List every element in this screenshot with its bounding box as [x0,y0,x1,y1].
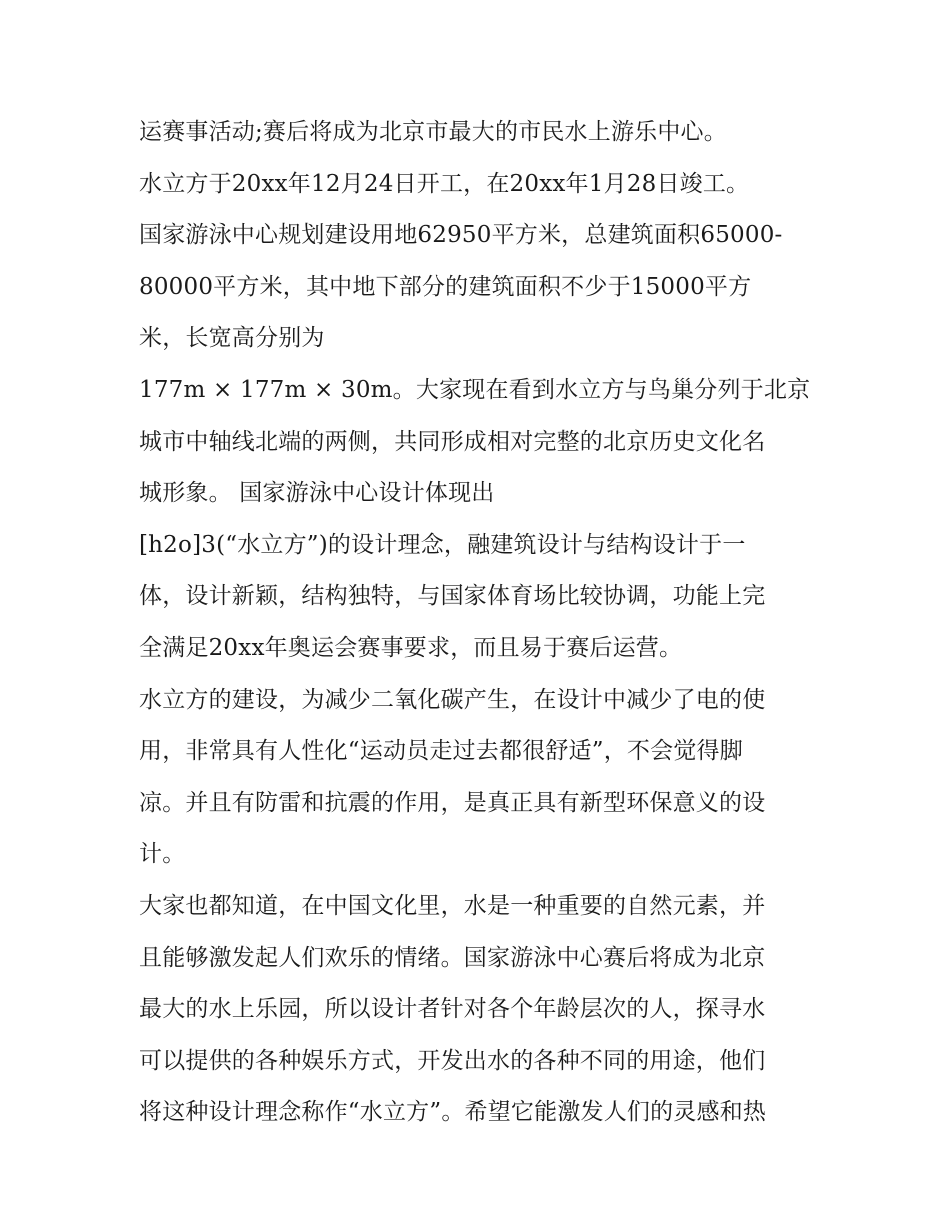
text-line: 城市中轴线北端的两侧，共同形成相对完整的北京历史文化名 [139,428,766,455]
text-line: 体，设计新颖，结构独特，与国家体育场比较协调，功能上完 [139,583,766,610]
text-line: [h2o]3(“水立方”)的设计理念，融建筑设计与结构设计于一 [139,531,746,558]
text-line: 城形象。 国家游泳中心设计体现出 [139,480,495,507]
text-line: 国家游泳中心规划建设用地62950平方米，总建筑面积65000- [139,222,783,249]
text-line: 全满足20xx年奥运会赛事要求，而且易于赛后运营。 [139,634,683,661]
text-line: 大家也都知道，在中国文化里，水是一种重要的自然元素，并 [139,892,766,919]
text-line: 177m × 177m × 30m。大家现在看到水立方与鸟巢分列于北京 [139,376,811,403]
text-line: 将这种设计理念称作“水立方”。希望它能激发人们的灵感和热 [139,1099,767,1126]
body-text [139,107,819,1139]
text-line: 米，长宽高分别为 [139,325,325,352]
text-line: 水立方的建设，为减少二氧化碳产生，在设计中减少了电的使 [139,686,766,713]
text-line: 凉。并且有防雷和抗震的作用，是真正具有新型环保意义的设 [139,789,766,816]
text-line: 且能够激发起人们欢乐的情绪。国家游泳中心赛后将成为北京 [139,944,766,971]
text-line: 计。 [139,841,186,868]
text-line: 运赛事活动;赛后将成为北京市最大的市民水上游乐中心。 [139,119,727,145]
text-line: 用，非常具有人性化“运动员走过去都很舒适”，不会觉得脚 [139,738,743,765]
text-line: 最大的水上乐园，所以设计者针对各个年龄层次的人，探寻水 [139,996,766,1023]
text-line: 80000平方米，其中地下部分的建筑面积不少于15000平方 [139,273,752,300]
text-line: 可以提供的各种娱乐方式，开发出水的各种不同的用途，他们 [139,1047,766,1074]
text-line: 水立方于20xx年12月24日开工，在20xx年1月28日竣工。 [139,170,750,197]
